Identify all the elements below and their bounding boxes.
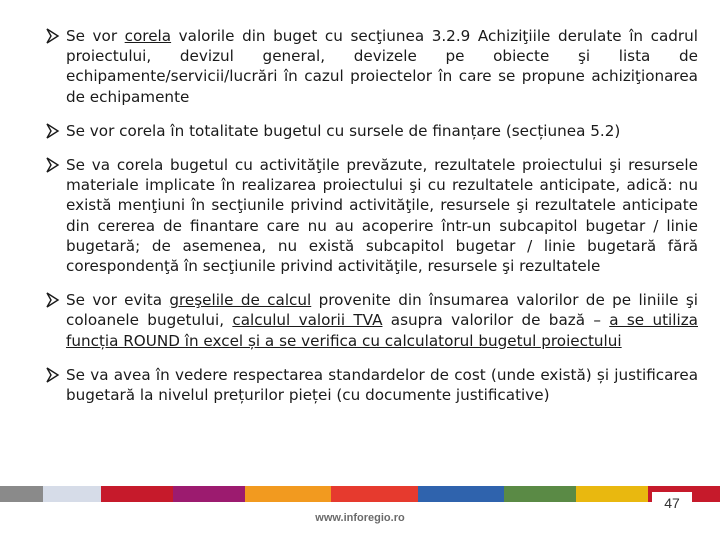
- bullet-text: Se vor evita: [66, 291, 170, 310]
- bullet-item: [46, 26, 698, 107]
- underlined-text: a se utiliza funcția ROUND în excel și a se verifica cu calculatorul bugetul proiectului: [66, 311, 698, 350]
- underlined-text: greşelile de calcul: [169, 291, 312, 310]
- bullet-item: [46, 290, 698, 351]
- color-bar-segment: [173, 486, 245, 502]
- slide-body: [46, 26, 698, 419]
- footer-color-bar: [0, 486, 720, 502]
- color-bar-segment: [418, 486, 504, 502]
- bullet-text: Se vor corela în totalitate bugetul cu sursele de finanțare (secțiunea 5.2): [66, 121, 621, 140]
- bullet-item: [46, 365, 698, 405]
- underlined-text: corela: [124, 27, 172, 45]
- color-bar-segment: [101, 486, 173, 502]
- color-bar-segment: [245, 486, 331, 502]
- arrow-bullet-icon: [46, 122, 60, 140]
- underlined-text: calculul valorii TVA: [232, 311, 383, 330]
- bullet-item: [46, 121, 698, 141]
- color-bar-segment: [331, 486, 417, 502]
- color-bar-segment: [504, 486, 576, 502]
- page-number: 47: [652, 492, 692, 514]
- bullet-text: Se va corela bugetul cu activităţile prevăzute, rezultatele proiectului şi resursele materiale implicate în realizarea proiectului şi cu rezultatele anticipate, adică: nu există menţiuni în secţiunile privind activităţile, resursele şi rezultatele anticipate din cererea de finantare care nu au acoperire într-un subcapitol bugetar / linie bugetară; de asemenea, nu există subcapitol bugetar / linie bugetară fără corespondenţă în secţiunile privind activităţile, resursele şi rezultatele: [66, 156, 698, 276]
- color-bar-segment: [43, 486, 101, 502]
- bullet-text: provenite din însumarea valorilor de pe liniile şi coloanele bugetului,: [66, 291, 698, 330]
- color-bar-segment: [576, 486, 648, 502]
- arrow-bullet-icon: [46, 291, 60, 309]
- bullet-text: asupra valorilor de bază –: [382, 311, 610, 330]
- footer-url: www.inforegio.ro: [315, 512, 405, 524]
- bullet-text: Se va avea în vedere respectarea standardelor de cost (unde există) și justificarea bugetară la nivelul prețurilor pieței (cu documente justificative): [66, 365, 698, 405]
- bullet-text: valorile din buget cu secţiunea 3.2.9 Achiziţiile derulate în cadrul proiectului, devizul general, devizele pe obiecte şi lista de echipamente/servicii/lucrări în cazul proiectelor în care se propune achiziţionarea de echipamente: [66, 27, 698, 106]
- bullet-text: Se vor: [66, 27, 125, 45]
- arrow-bullet-icon: [46, 366, 60, 384]
- color-bar-segment: [0, 486, 43, 502]
- arrow-bullet-icon: [46, 27, 60, 45]
- arrow-bullet-icon: [46, 156, 60, 174]
- bullet-item: [46, 155, 698, 276]
